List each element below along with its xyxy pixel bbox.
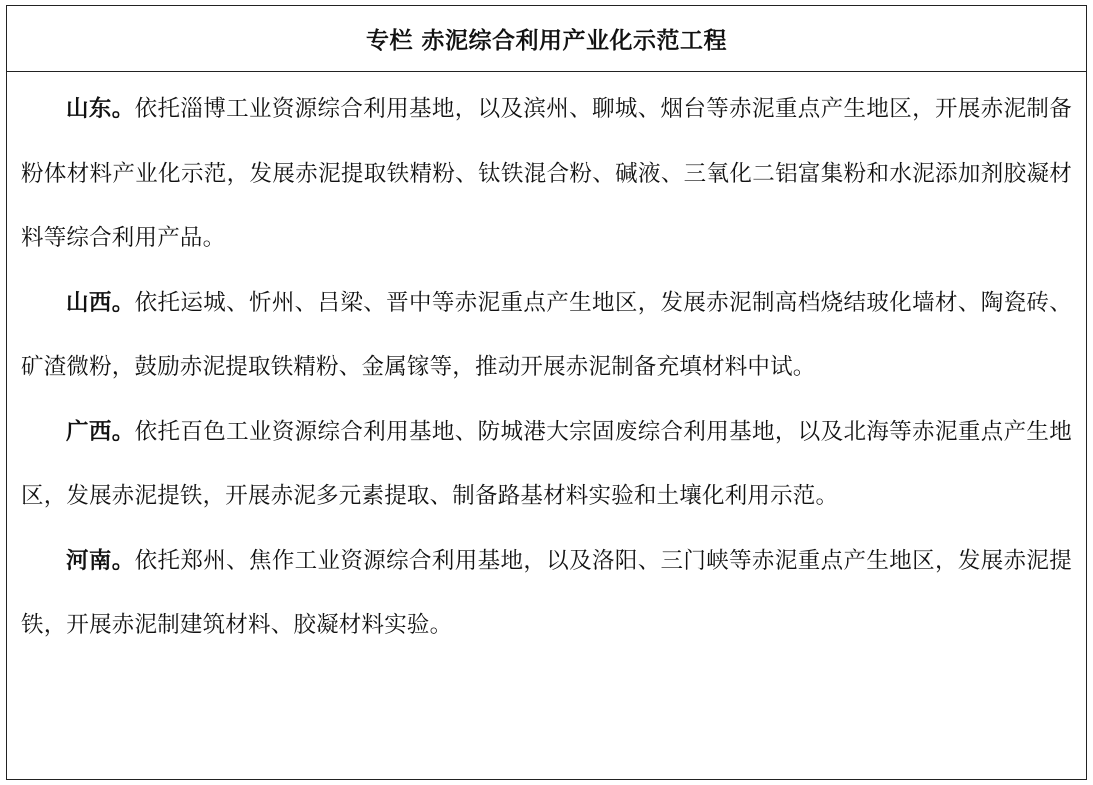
region-name: 河南。 <box>66 547 135 574</box>
box-content <box>7 72 1086 658</box>
paragraph-text: 依托运城、忻州、吕梁、晋中等赤泥重点产生地区，发展赤泥制高档烧结玻化墙材、陶瓷砖、矿渣微粉，鼓励赤泥提取铁精粉、金属镓等，推动开展赤泥制备充填材料中试。 <box>21 289 1072 380</box>
paragraph-text: 依托百色工业资源综合利用基地、防城港大宗固废综合利用基地，以及北海等赤泥重点产生地区，发展赤泥提铁，开展赤泥多元素提取、制备路基材料实验和土壤化利用示范。 <box>21 418 1072 509</box>
region-name: 山西。 <box>66 289 135 316</box>
box-title: 专栏 赤泥综合利用产业化示范工程 <box>7 6 1086 72</box>
paragraph-shanxi <box>21 271 1072 400</box>
region-name: 山东。 <box>66 96 135 122</box>
paragraph-henan <box>21 529 1072 658</box>
region-name: 广西。 <box>66 418 135 445</box>
paragraph-text: 依托郑州、焦作工业资源综合利用基地，以及洛阳、三门峡等赤泥重点产生地区，发展赤泥提铁，开展赤泥制建筑材料、胶凝材料实验。 <box>21 547 1072 638</box>
paragraph-text: 依托淄博工业资源综合利用基地，以及滨州、聊城、烟台等赤泥重点产生地区，开展赤泥制备粉体材料产业化示范，发展赤泥提取铁精粉、钛铁混合粉、碱液、三氧化二铝富集粉和水泥添加剂胶凝材料等综合利用产品。 <box>21 96 1072 251</box>
feature-box <box>6 5 1087 780</box>
paragraph-guangxi <box>21 400 1072 529</box>
paragraph-shandong <box>21 77 1072 271</box>
